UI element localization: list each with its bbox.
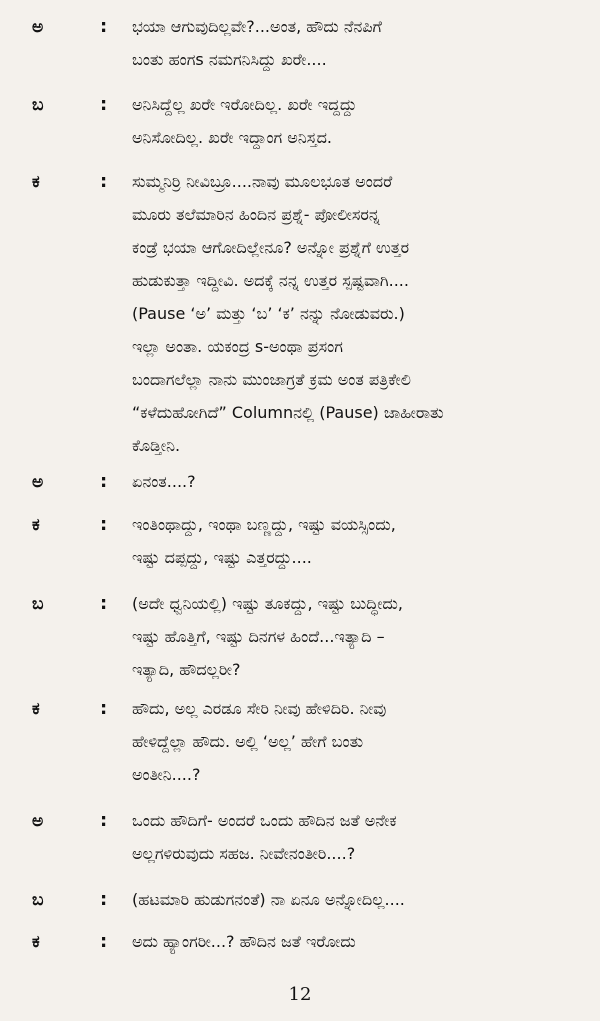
dialogue-line: ಬಂದಾಗಲೆಲ್ಲಾ ನಾನು ಮುಂಜಾಗ್ರತೆ ಕ್ರಮ ಅಂತ ಪತ್ರಿಕೇಲಿ	[132, 370, 411, 389]
speaker-colon: :	[100, 889, 108, 910]
dialogue-line: ಸುಮ್ಮನಿರ್ರಿ ನೀವಿಬ್ರೂ....ನಾವು ಮೂಲಭೂತ ಅಂದರೆ	[132, 172, 393, 191]
dialogue-line: ಇಂತಿಂಥಾದ್ದು, ಇಂಥಾ ಬಣ್ಣದ್ದು, ಇಷ್ಟು ವಯಸ್ಸಿಂದು,	[132, 515, 396, 534]
dialogue-line: ಬಂತು ಹಂಗs ನಮಗನಿಸಿದ್ದು ಖರೇ....	[132, 50, 327, 69]
dialogue-line: ಇಲ್ಲಾ ಅಂತಾ. ಯಕಂದ್ರ s-ಅಂಥಾ ಪ್ರಸಂಗ	[132, 337, 343, 356]
speaker-label: ಅ	[32, 17, 44, 37]
speaker-colon: :	[100, 931, 108, 952]
dialogue-line: ಹೇಳಿದ್ದೆಲ್ಲಾ ಹೌದು. ಅಲ್ಲಿ ‘ಅಲ್ಲ’ ಹೇಗೆ ಬಂತು	[132, 732, 364, 751]
dialogue-line: ಇತ್ಯಾದಿ, ಹೌದಲ್ಲರೀ?	[132, 660, 241, 679]
dialogue-line: ಕೊಡ್ತೀನಿ.	[132, 436, 181, 455]
dialogue-line: ಅದು ಹ್ಯಾಂಗರೀ...? ಹೌದಿನ ಜತೆ ಇರೋದು	[132, 932, 356, 951]
speaker-label: ಕ	[32, 172, 40, 192]
speaker-colon: :	[100, 514, 108, 535]
dialogue-line: ಭಯಾ ಆಗುವುದಿಲ್ಲವೇ?...ಅಂತ, ಹೌದು ನೆನಪಿಗೆ	[132, 17, 382, 36]
speaker-colon: :	[100, 171, 108, 192]
speaker-colon: :	[100, 810, 108, 831]
dialogue-line: ಇಷ್ಟು ಹೊತ್ತಿಗೆ, ಇಷ್ಟು ದಿನಗಳ ಹಿಂದೆ...ಇತ್ಯಾದಿ –	[132, 627, 385, 646]
speaker-label: ಬ	[32, 594, 44, 614]
dialogue-line: ಹೌದು, ಅಲ್ಲ ಎರಡೂ ಸೇರಿ ನೀವು ಹೇಳಿದಿರಿ. ನೀವು	[132, 699, 387, 718]
speaker-label: ಕ	[32, 515, 40, 535]
dialogue-line: (Pause ‘ಅ’ ಮತ್ತು ‘ಬ’ ‘ಕ’ ನನ್ನು ನೋಡುವರು.)	[132, 304, 405, 323]
speaker-label: ಕ	[32, 932, 40, 952]
dialogue-line: ಒಂದು ಹೌದಿಗೆ- ಅಂದರೆ ಒಂದು ಹೌದಿನ ಜತೆ ಅನೇಕ	[132, 811, 397, 830]
dialogue-line: ಅಲ್ಲಗಳಿರುವುದು ಸಹಜ. ನೀವೇನಂತೀರಿ....?	[132, 844, 356, 863]
dialogue-line: “ಕಳೆದುಹೋಗಿದೆ” Columnನಲ್ಲಿ (Pause) ಜಾಹೀರಾತು	[132, 403, 444, 422]
speaker-label: ಬ	[32, 95, 44, 115]
speaker-label: ಬ	[32, 890, 44, 910]
speaker-label: ಕ	[32, 699, 40, 719]
speaker-label: ಅ	[32, 472, 44, 492]
dialogue-line: ಅಂತೀನಿ....?	[132, 765, 201, 784]
dialogue-line: ಏನಂತ....?	[132, 472, 196, 491]
dialogue-line: ಕಂಡ್ರೆ ಭಯಾ ಆಗೋದಿಲ್ಲೇನೂ? ಅನ್ನೋ ಪ್ರಶ್ನೆಗೆ ಉತ್ತರ	[132, 238, 410, 257]
speaker-label: ಅ	[32, 811, 44, 831]
dialogue-line: ಇಷ್ಟು ದಪ್ಪದ್ದು, ಇಷ್ಟು ಎತ್ತರದ್ದು....	[132, 548, 312, 567]
dialogue-line: ಅನಿಸೋದಿಲ್ಲ. ಖರೇ ಇದ್ದಾಂಗ ಅನಿಸ್ತದ.	[132, 128, 333, 147]
dialogue-line: ಹುಡುಕುತ್ತಾ ಇದ್ದೀವಿ. ಅದಕ್ಕೆ ನನ್ನ ಉತ್ತರ ಸ್ಪಷ್ಟವಾಗಿ....	[132, 271, 409, 290]
speaker-colon: :	[100, 471, 108, 492]
dialogue-line: ಮೂರು ತಲೆಮಾರಿನ ಹಿಂದಿನ ಪ್ರಶ್ನೆ- ಪೋಲೀಸರನ್ನ	[132, 205, 380, 224]
speaker-colon: :	[100, 16, 108, 37]
dialogue-line: ಅನಿಸಿದ್ದೆಲ್ಲ ಖರೇ ಇರೋದಿಲ್ಲ. ಖರೇ ಇದ್ದದ್ದು	[132, 95, 357, 114]
page-number: 12	[288, 984, 312, 1005]
speaker-colon: :	[100, 698, 108, 719]
dialogue-line: (ಹಟಮಾರಿ ಹುಡುಗನಂತೆ) ನಾ ಏನೂ ಅನ್ನೋದಿಲ್ಲ....	[132, 890, 405, 909]
dialogue-line: (ಅದೇ ಧ್ವನಿಯಲ್ಲಿ) ಇಷ್ಟು ತೂಕದ್ದು, ಇಷ್ಟು ಬುದ್ಧೀದು,	[132, 594, 403, 613]
speaker-colon: :	[100, 94, 108, 115]
speaker-colon: :	[100, 593, 108, 614]
